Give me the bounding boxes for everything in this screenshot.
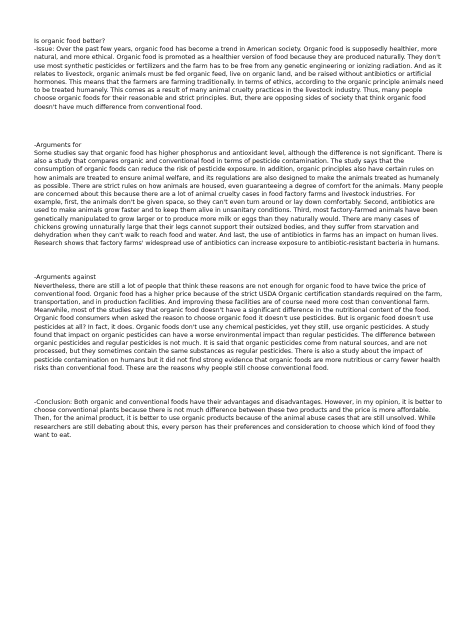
arguments-against-paragraph: Nevertheless, there are still a lot of people that think these reasons are not enough for organic food to have twice the price of conventional food. Organic food has a higher price because of the strict USDA Organic certification standards required on the farm, transportation, and in production facilities. And improving these facilities are of course need more cost than conventional farm. Meanwhile, most of the studies say that organic food doesn't have a significant difference in the nutritional content of the food. Organic food consumers when asked the reason to choose organic food it doesn't use pesticides. But is organic food doesn't use pesticides at all? In fact, it does. Organic foods don't use any chemical pesticides, yet they still, use organic pesticides. A study found that impact on organic pesticides can have a worse environmental impact than regular pesticides. The difference between organic pesticides and regular pesticides is not much. It is said that organic pesticides come from natural sources, and are not processed, but they sometimes contain the same substances as regular pesticides. There is also a study about the impact of pesticide contamination on humans but it did not find strong evidence that organic foods are more nutritious or carry fewer health risks than conventional food. These are the reasons why people still choose conventional food. bbox=[34, 282, 443, 372]
arguments-for-paragraph: Some studies say that organic food has higher phosphorus and antioxidant level, although the difference is not significant. There is also a study that compares organic and conventional food in terms of pesticide contamination. The study says that the consumption of organic foods can reduce the risk of pesticide exposure. In addition, organic principles also have certain rules on how animals are treated to ensure animal welfare, and its regulations are also designed to make the animals treated as humanely as possible. There are strict rules on how animals are housed, even guaranteeing a degree of comfort for the animals. Many people are concerned about this because there are a lot of animal cruelty cases in food factory farms and livestock industries. For example, first, the animals don't be given space, so they can't even turn around or lay down comfortably. Second, antibiotics are used to make animals grow faster and to keep them alive in unsanitary conditions. Third, most factory-farmed animals have been genetically manipulated to grow larger or to produce more milk or eggs than they naturally would. There are many cases of chickens growing unnaturally large that their legs cannot support their outsized bodies, and they suffer from starvation and dehydration when they can't walk to reach food and water. And last, the use of antibiotics in farms has an impact on human lives. Research shows that factory farms' widespread use of antibiotics can increase exposure to antibiotic-resistant bacteria in humans. bbox=[34, 150, 444, 248]
arguments-against-heading: -Arguments against bbox=[34, 274, 96, 282]
conclusion-paragraph: -Conclusion: Both organic and conventional foods have their advantages and disadvantages. However, in my opinion, it is better to choose conventional plants because there is not much difference between these two products and the price is more affordable. Then, for the animal product, it is better to use organic products because of the animal abuse cases that are still unsolved. While researchers are still debating about this, every person has their preferences and consideration to choose which kind of food they want to eat. bbox=[34, 398, 443, 439]
document-title: Is organic food better? bbox=[34, 38, 106, 45]
arguments-for-heading: -Arguments for bbox=[34, 141, 82, 149]
document-page bbox=[34, 38, 444, 440]
issue-paragraph: -Issue: Over the past few years, organic food has become a trend in American society. Organic food is supposedly healthier, more natural, and more ethical. Organic food is promoted as a healthier version of food because they are produced naturally. They don't use most synthetic pesticides or fertilizers and the farm has to be free from any genetic engineering or ionizing radiation. And as it relates to livestock, organic animals must be fed organic feed, live on organic land, and be raised without antibiotics or artificial hormones. This means that the farmers are farming traditionally. In terms of ethics, according to the organic principle animals need to be treated humanely. This comes as a result of many animal cruelty practices in the livestock industry. Thus, many people choose organic foods for their reasonable and strict principles. But, there are opposing sides of society that think organic food doesn't have much difference from conventional food. bbox=[34, 46, 444, 111]
